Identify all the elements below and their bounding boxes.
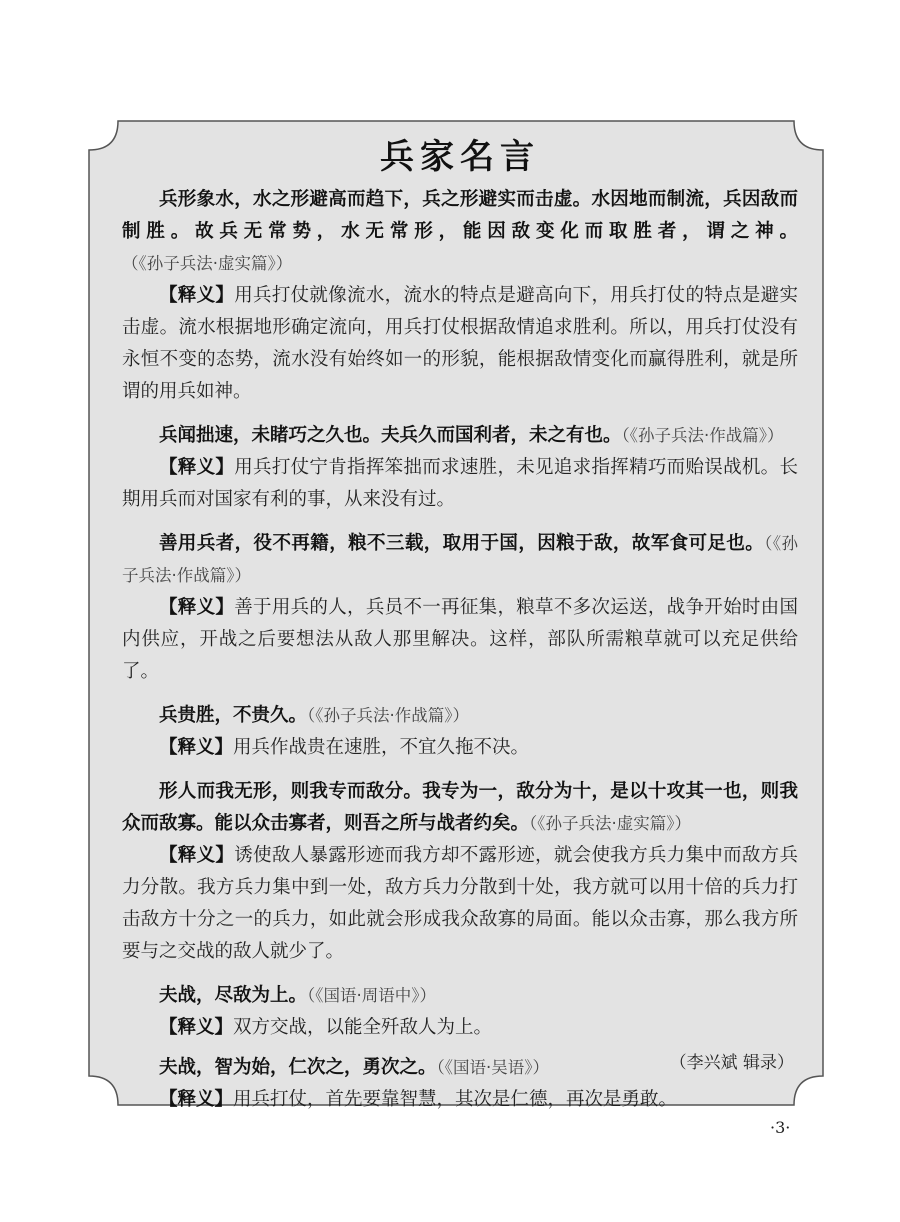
explanation-text: 用兵打仗就像流水，流水的特点是避高向下，用兵打仗的特点是避实击虚。流水根据地形确定流向，用兵打仗根据敌情追求胜利。所以，用兵打仗没有永恒不变的态势，流水没有始终如一的形貌，能根据敌情变化而赢得胜利，就是所谓的用兵如神。 — [122, 285, 798, 402]
quote-entry-1 — [122, 184, 798, 408]
compiler-signature: （李兴斌 辑录） — [669, 1053, 794, 1073]
explanation-text: 诱使敌人暴露形迹而我方却不露形迹，就会使我方兵力集中而敌方兵力分散。我方兵力集中到一处，敌方兵力分散到十处，我方就可以用十倍的兵力打击敌方十分之一的兵力，如此就会形成我众敌寡的局面。能以众击寡，那么我方所要与之交战的敌人就少了。 — [122, 845, 798, 962]
quote-entry-3 — [122, 528, 798, 688]
quote-line — [122, 776, 798, 840]
quote-entry-6 — [122, 980, 798, 1044]
quote-text: 兵形象水，水之形避高而趋下，兵之形避实而击虚。水因地而制流，兵因敌而制胜。故兵无常势，水无常形，能因敌变化而取胜者，谓之神。 — [122, 189, 798, 242]
explanation-label: 【释义】 — [159, 1089, 234, 1110]
quote-panel — [122, 134, 798, 1110]
explanation-line — [122, 592, 798, 688]
quote-line — [122, 420, 798, 452]
explanation-text: 用兵打仗，首先要靠智慧，其次是仁德，再次是勇敢。 — [233, 1089, 678, 1110]
quote-line — [122, 184, 798, 280]
quote-entry-5 — [122, 776, 798, 968]
quote-text: 夫战，智为始，仁次之，勇次之。 — [159, 1057, 437, 1078]
explanation-line — [122, 280, 798, 408]
explanation-text: 善于用兵的人，兵员不一再征集，粮草不多次运送，战争开始时由国内供应，开战之后要想法从敌人那里解决。这样，部队所需粮草就可以充足供给了。 — [122, 597, 798, 682]
quote-source: （《孙子兵法·作战篇》） — [122, 534, 798, 585]
quote-source: （《孙子兵法·作战篇》） — [621, 426, 784, 445]
page-title: 兵家名言 — [380, 137, 540, 177]
explanation-label: 【释义】 — [159, 1017, 234, 1038]
quote-text: 形人而我无形，则我专而敌分。我专为一，敌分为十，是以十攻其一也，则我众而敌寡。能以众击寡者，则吾之所与战者约矣。 — [122, 781, 798, 834]
explanation-line — [122, 1084, 798, 1116]
explanation-line — [122, 732, 798, 764]
quote-entry-2 — [122, 420, 798, 516]
explanation-line — [122, 452, 798, 516]
quote-source: （《孙子兵法·作战篇》） — [307, 706, 470, 725]
quote-entry-4 — [122, 700, 798, 764]
explanation-label: 【释义】 — [159, 457, 235, 478]
explanation-label: 【释义】 — [159, 737, 234, 758]
quote-source: （《国语·周语中》） — [307, 986, 437, 1005]
quote-text: 善用兵者，役不再籍，粮不三载，取用于国，因粮于敌，故军食可足也。 — [159, 533, 765, 554]
explanation-text: 用兵打仗宁肯指挥笨拙而求速胜，未见追求指挥精巧而贻误战机。长期用兵而对国家有利的事，从来没有过。 — [122, 457, 798, 510]
explanation-label: 【释义】 — [159, 597, 235, 618]
quote-line — [122, 528, 798, 592]
explanation-text: 用兵作战贵在速胜，不宜久拖不决。 — [233, 737, 530, 758]
explanation-text: 双方交战，以能全歼敌人为上。 — [233, 1017, 493, 1038]
quote-line — [122, 980, 798, 1012]
quote-text: 兵贵胜，不贵久。 — [159, 705, 308, 726]
explanation-line — [122, 1012, 798, 1044]
explanation-label: 【释义】 — [159, 845, 235, 866]
explanation-line — [122, 840, 798, 968]
quote-source: （《国语·吴语》） — [436, 1058, 550, 1077]
quote-text: 夫战，尽敌为上。 — [159, 985, 308, 1006]
page-number: ·3· — [770, 1118, 791, 1137]
explanation-label: 【释义】 — [159, 285, 235, 306]
quote-line — [122, 700, 798, 732]
quote-source: （《孙子兵法·虚实篇》） — [122, 254, 293, 273]
quote-text: 兵闻拙速，未睹巧之久也。夫兵久而国利者，未之有也。 — [159, 425, 622, 446]
quote-source: （《孙子兵法·虚实篇》） — [529, 814, 692, 833]
